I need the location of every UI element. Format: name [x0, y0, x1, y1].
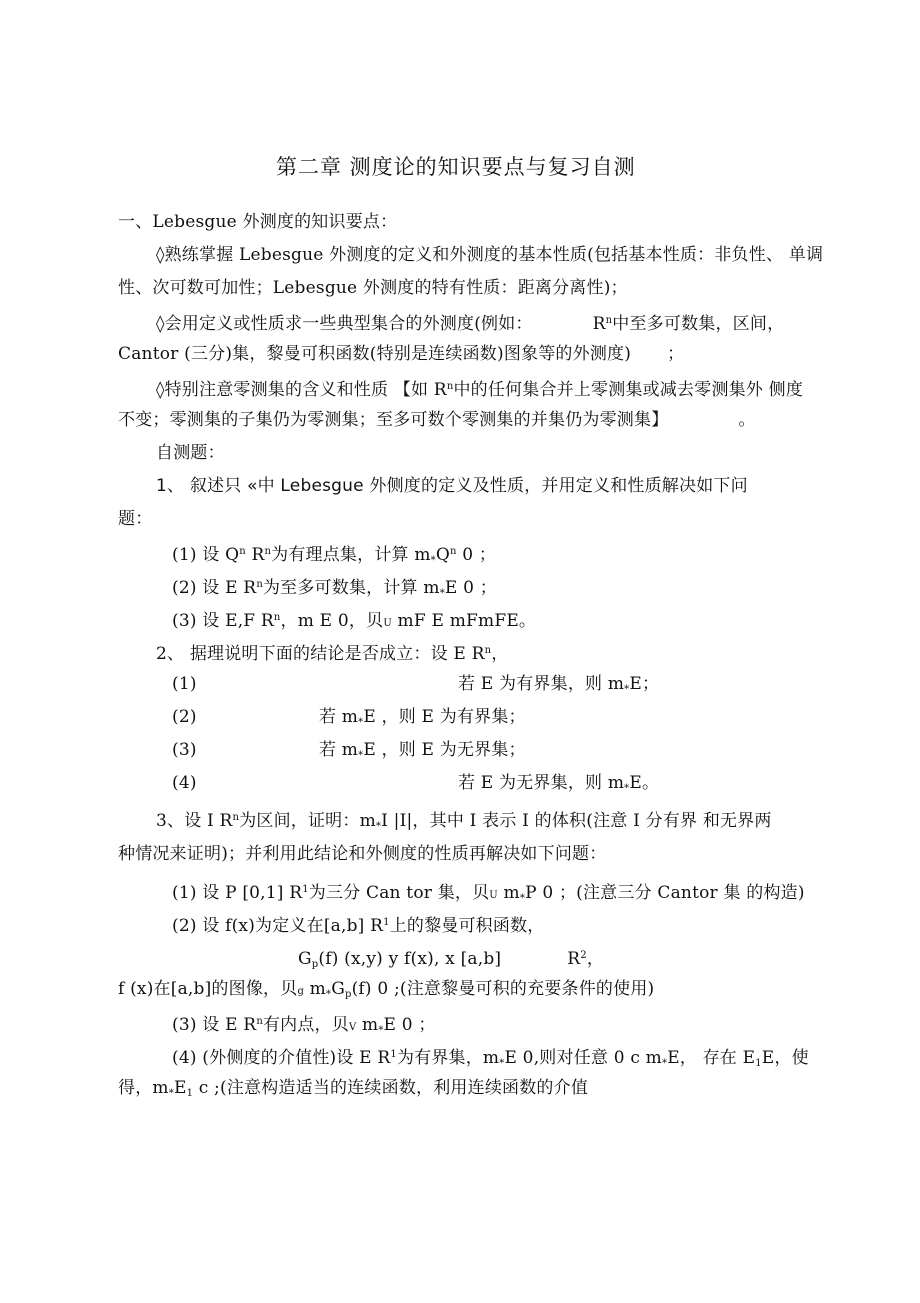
bullet2-line2: [118, 342, 684, 366]
bullet1-line2: 性、次可数可加性；Lebesgue 外测度的特有性质：距离分离性)；: [118, 278, 628, 298]
q2-item3-a: 若 m: [319, 740, 359, 760]
q1-sub1: [172, 540, 496, 573]
q2-item4-b: E。: [629, 773, 660, 793]
q3-sub4-2c: c ;(注意构造适当的连续函数，利用连续函数的介值: [193, 1078, 589, 1098]
q3-sub4-line2: [118, 1076, 588, 1106]
small-glyph: V: [348, 1022, 357, 1033]
formula-r: R: [567, 949, 581, 969]
q3-text-a: 3、设 I R: [156, 811, 233, 831]
small-glyph: U: [383, 618, 392, 629]
subscript: p: [344, 989, 352, 1000]
formula-g: G: [298, 949, 312, 969]
subscript: *: [519, 893, 526, 904]
q2-item-text: [319, 738, 526, 768]
q3-sub4-e: E，使: [761, 1048, 809, 1068]
q3-sub4-d: E， 存在 E: [667, 1048, 756, 1068]
superscript: n: [484, 645, 492, 656]
q2-item2-b: E ，则 E 为有界集；: [363, 707, 526, 727]
subscript: *: [624, 684, 630, 695]
formula-end: ，: [586, 949, 605, 969]
bullet2-text-2a: Cantor (三分)集，黎曼可积函数(特别是连续函数)图象等的外测度): [118, 344, 632, 364]
superscript: 1: [390, 1049, 397, 1060]
superscript: 1: [383, 917, 390, 928]
q3-sub4-a: (4) (外侧度的介值性)设 E R: [172, 1048, 391, 1068]
q1-sub3-b: ，m E 0，贝: [280, 611, 384, 631]
q1-sub3-a: (3) 设 E,F R: [172, 611, 274, 631]
page-title: 第二章 测度论的知识要点与复习自测: [276, 155, 636, 179]
subscript: 1: [186, 1088, 194, 1099]
superscript: n: [232, 812, 240, 823]
bullet3-text-b: 中的任何集合并上零测集或减去零测集外 侧度: [453, 380, 804, 400]
q3-line2: 种情况来证明)；并利用此结论和外侧度的性质再解决如下问题：: [118, 844, 607, 864]
subscript: *: [358, 717, 364, 728]
q1-sub2-a: (2) 设 E R: [172, 578, 257, 598]
q2-item4-a: 若 E 为无界集，则 m: [458, 773, 625, 793]
q3-sub2-line3: [118, 977, 654, 1007]
q3-sub3: [172, 1010, 436, 1043]
q3-sub1-b: 为三分 Can tor 集，贝: [308, 883, 490, 903]
q1-line2: 题：: [118, 509, 153, 529]
q3-sub3-a: (3) 设 E R: [172, 1015, 257, 1035]
bullet2-text-2b: ；: [667, 344, 685, 364]
q3-text-c: I |I|，其中 I 表示 I 的体积(注意 I 分有界 和无界两: [381, 811, 772, 831]
q2-line1: [156, 639, 508, 666]
q2-text-a: 2、 据理说明下面的结论是否成立：设 E R: [156, 644, 485, 664]
q3-sub3-c: m: [356, 1015, 379, 1035]
bullet3-text-2b: 。: [738, 410, 756, 430]
superscript: n: [450, 546, 457, 557]
subscript: *: [378, 1025, 384, 1036]
q1-line1: 1、 叙述只 «中 Lebesgue 外侧度的定义及性质，并用定义和性质解决如下问: [156, 476, 748, 496]
q3-sub2-line3-d: (f) 0 ;(注意黎曼可积的充要条件的使用): [351, 979, 655, 999]
q1-sub3-c: mF E mFmFE。: [391, 611, 537, 631]
bullet2-text-a: ◊会用定义或性质求一些典型集合的外测度(例如：: [156, 314, 533, 334]
q2-item2-a: 若 m: [319, 707, 359, 727]
superscript: n: [256, 579, 263, 590]
q1-sub1-e: 0 ；: [456, 545, 497, 565]
bullet2-text-c: 中至多可数集，区间，: [612, 314, 785, 334]
bullet3-line2: [118, 408, 756, 432]
q3-sub2-b: 上的黎曼可积函数，: [389, 916, 545, 936]
subscript: *: [499, 1058, 505, 1069]
q2-item-text: [458, 771, 659, 801]
q3-sub2-a: (2) 设 f(x)为定义在[a,b] R: [172, 916, 384, 936]
q3-sub4-line1: [172, 1043, 809, 1076]
q2-item-text: [458, 672, 659, 702]
q3-formula: [298, 944, 604, 977]
q3-sub3-b: 有内点，贝: [262, 1015, 349, 1035]
superscript: 1: [302, 884, 309, 895]
q1-sub2-b: 为至多可数集，计算 m: [262, 578, 440, 598]
small-glyph: U: [489, 890, 498, 901]
q3-sub1-a: (1) 设 P [0,1] R: [172, 883, 303, 903]
q1-sub2-c: E 0 ；: [444, 578, 497, 598]
superscript: n: [256, 1016, 263, 1027]
q2-item-text: [319, 705, 526, 735]
subscript: p: [311, 959, 319, 970]
superscript: n: [264, 546, 272, 557]
q3-sub4-b: 为有界集，m: [396, 1048, 500, 1068]
q2-item1-b: E；: [629, 674, 660, 694]
q2-item3-b: E ，则 E 为无界集；: [363, 740, 526, 760]
q3-sub4-c: E 0,则对任意 0 c m: [504, 1048, 662, 1068]
q3-sub2-line3-a: f (x)在[a,b]的图像，贝: [118, 979, 298, 999]
subscript: *: [358, 750, 364, 761]
q3-sub1-c: m: [497, 883, 520, 903]
subscript: *: [661, 1058, 668, 1069]
subscript: 1: [755, 1058, 762, 1069]
superscript: n: [273, 612, 281, 623]
section-heading: 一、Lebesgue 外测度的知识要点：: [118, 212, 398, 232]
q2-item-num: (3): [172, 740, 197, 760]
subscript: *: [375, 821, 382, 832]
q2-item-num: (2): [172, 707, 197, 727]
subscript: *: [439, 588, 445, 599]
small-glyph: g: [297, 986, 305, 997]
bullet2-rn: R: [592, 314, 606, 334]
q3-text-b: 为区间，证明：m: [239, 811, 376, 831]
q3-sub2: [172, 911, 545, 938]
q2-text-b: ，: [491, 644, 509, 664]
formula-body: (f) (x,y) y f(x), x [a,b]: [318, 949, 502, 969]
q3-line1: [156, 806, 772, 839]
q1-sub3: [172, 606, 536, 636]
subscript: *: [624, 783, 630, 794]
superscript: n: [446, 381, 454, 392]
q2-item-num: (1): [172, 674, 197, 694]
q1-sub1-c: 为有理点集，计算 m: [271, 545, 431, 565]
q3-sub4-2b: E: [173, 1078, 187, 1098]
subscript: *: [168, 1088, 174, 1099]
q3-sub3-d: E 0 ；: [383, 1015, 436, 1035]
q3-sub2-line3-c: G: [331, 979, 345, 999]
bullet3-line1: [156, 375, 803, 402]
q3-sub2-line3-b: m: [304, 979, 326, 999]
q3-sub4-2a: 得，m: [118, 1078, 169, 1098]
bullet1-line1: ◊熟练掌握 Lebesgue 外测度的定义和外测度的基本性质(包括基本性质：非负性、 单调: [156, 245, 824, 265]
bullet3-text-2a: 不变；零测集的子集仍为零测集；至多可数个零测集的并集仍为零测集】: [118, 410, 669, 430]
q1-sub1-d: Q: [435, 545, 450, 565]
q1-sub1-a: (1) 设 Q: [172, 545, 240, 565]
bullet3-text-a: ◊特别注意零测集的含义和性质 【如 R: [156, 380, 447, 400]
q1-sub1-b: R: [245, 545, 265, 565]
superscript: 2: [580, 950, 587, 961]
superscript: n: [239, 546, 246, 557]
superscript: n: [605, 315, 613, 326]
q3-sub1-d: P 0 ；(注意三分 Cantor 集 的构造): [525, 883, 805, 903]
q1-sub2: [172, 573, 497, 606]
q2-item-num: (4): [172, 773, 197, 793]
q3-sub1: [172, 878, 805, 911]
q2-item1-a: 若 E 为有界集，则 m: [458, 674, 625, 694]
bullet2-line1: [156, 309, 784, 336]
subscript: *: [325, 989, 332, 1000]
selftest-heading: 自测题：: [156, 443, 225, 463]
subscript: *: [430, 555, 436, 566]
